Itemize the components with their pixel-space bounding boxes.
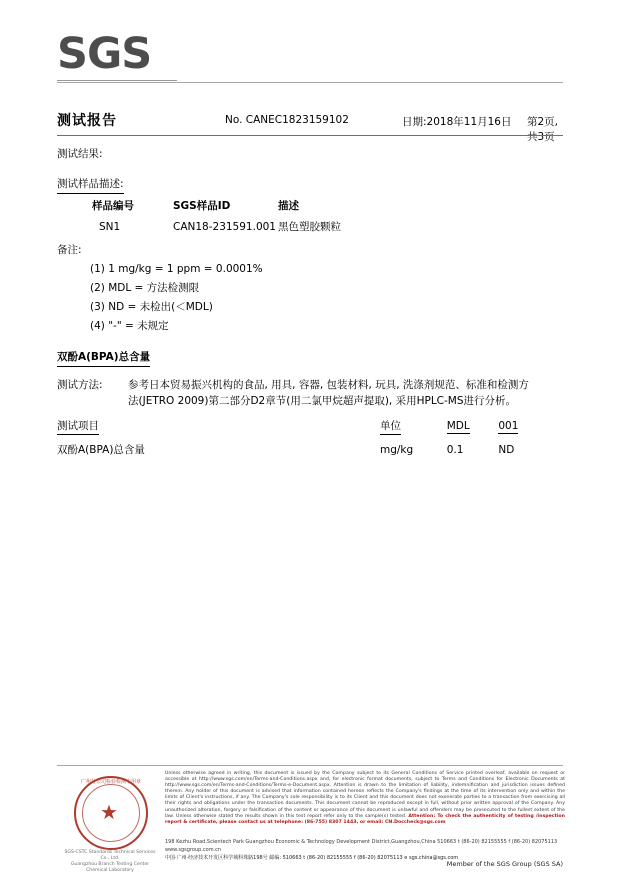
column-header-sample-no: 样品编号: [92, 200, 134, 212]
title-row: [57, 110, 563, 143]
section-title-bpa: 双酚A(BPA)总含量: [57, 350, 150, 367]
cell-unit: mg/kg: [379, 443, 414, 456]
column-header-unit-label: 单位: [380, 418, 401, 435]
results-label: 测试结果:: [57, 148, 103, 160]
cell-sgs-id: CAN18-231591.001: [173, 220, 276, 233]
cell-sample-no: SN1: [99, 220, 121, 233]
cell-result: ND: [498, 443, 515, 456]
sgs-logo-text: SGS: [57, 29, 152, 79]
footer-verify-text[interactable]: Attention: To check the authenticity of testing /inspection report & certificate, please contact us at telephone: (86-755) 8307 1443, or email: CN.Doccheck@sgs.com: [165, 813, 565, 825]
company-stamp: [62, 772, 158, 873]
footer-address-en: [165, 838, 565, 854]
column-header-unit: [380, 418, 447, 438]
page-title: 测试报告: [57, 113, 117, 129]
method-label: 测试方法:: [57, 379, 103, 391]
column-header-test-item: [57, 418, 380, 438]
footer-contact-cn: 邮编: 510663 t (86-20) 82155555 f (86-20) 82075113 e sgs.china@sgs.com: [269, 855, 459, 861]
footer-address-en-text: 198 Kezhu Road,Scientech Park Guangzhou Economic & Technology Development District,Guangzhou,China 510663: [165, 839, 457, 845]
notes-label: 备注:: [57, 244, 82, 256]
stamp-text: 广州分公司检验检测专用章: [80, 779, 141, 785]
title-divider: [57, 135, 563, 136]
note-item-4: (4) "-" = 未规定: [90, 320, 169, 332]
column-header-mdl-label: MDL: [446, 419, 470, 432]
cell-test-item: 双酚A(BPA)总含量: [57, 444, 145, 456]
footer-address: [165, 838, 565, 862]
document-date: 日期:2018年11月16日: [402, 116, 512, 128]
table-row: [57, 438, 563, 457]
sample-description-label: 测试样品描述:: [57, 177, 124, 194]
column-header-result: [498, 418, 563, 438]
results-header-row: [57, 418, 563, 438]
table-row: [92, 219, 398, 238]
stamp-label: [62, 850, 158, 874]
page-number: 第2页,共3页: [527, 116, 559, 143]
column-header-sgs-id: SGS样品ID: [173, 200, 231, 212]
document-number: No. CANEC1823159102: [225, 114, 349, 126]
note-item-3: (3) ND = 未检出(＜MDL): [90, 301, 213, 313]
column-header-description: 描述: [277, 200, 299, 212]
star-icon: ★: [100, 800, 118, 824]
column-header-result-label: 001: [498, 419, 519, 432]
cell-description: 黑色塑胶颗粒: [277, 221, 341, 233]
sample-table: [90, 196, 400, 240]
table-header-row: [92, 198, 398, 217]
column-header-test-item-label: 测试项目: [57, 418, 99, 435]
footer-disclaimer: [165, 771, 565, 826]
footer-divider: [57, 765, 563, 766]
method-line-2: 法(JETRO 2009)第二部分D2章节(用二氯甲烷超声提取), 采用HPLC-MS进行分析。: [128, 395, 517, 407]
note-item-1: (1) 1 mg/kg = 1 ppm = 0.0001%: [90, 263, 263, 275]
results-table: [57, 418, 563, 457]
note-item-2: (2) MDL = 方法检测限: [90, 282, 200, 294]
footer-member: Member of the SGS Group (SGS SA): [446, 860, 563, 868]
stamp-label-line-2: Guangzhou Branch Testing Center Chemical Laboratory: [70, 862, 150, 873]
method-line-1: 参考日本贸易振兴机构的食品, 用具, 容器, 包装材料, 玩具, 洗涤剂规范、标准和检测方: [128, 379, 529, 391]
header-divider: [57, 82, 563, 83]
footer-address-cn-text: 中国·广州·经济技术开发区科学城科珠路198号: [165, 855, 268, 861]
cell-mdl: 0.1: [446, 443, 464, 456]
footer-disclaimer-text: Unless otherwise agreed in writing, this document is issued by the Company subject to its General Conditions of Service printed overleaf, available on request or accessible at http://www.sgs.com/en/Terms-and-Conditions.aspx and, for electronic format documents, subject to Terms and Conditions for Electronic Documents at http://www.sgs.com/en/Terms-and-Conditions/Terms-e-Document.aspx. Attention is drawn to the limitation of liability, indemnification and jurisdiction issues defined therein. Any holder of this document is advised that information contained hereon reflects the Company's findings at the time of its intervention only and within the limits of Client's instructions, if any. The Company's sole responsibility is to its Client and this document does not exonerate parties to a transaction from exercising all their rights and obligations under the transaction documents. This document cannot be reproduced except in full, without prior written approval of the Company. Any unauthorized alteration, forgery or falsification of the content or appearance of this document is unlawful and offenders may be prosecuted to the fullest extent of the law. Unless otherwise stated the results shown in this test report refer only to the sample(s) tested.: [165, 771, 565, 819]
column-header-mdl: [447, 418, 499, 438]
stamp-label-line-1: SGS-CSTC Standards Technical Services Co., Ltd.: [64, 850, 156, 861]
footer-contact-en: t (86-20) 82155555 f (86-20) 82075113 www.sgsgroup.com.cn: [165, 839, 558, 853]
sgs-logo: [57, 29, 177, 81]
logo-underline: [57, 80, 177, 81]
